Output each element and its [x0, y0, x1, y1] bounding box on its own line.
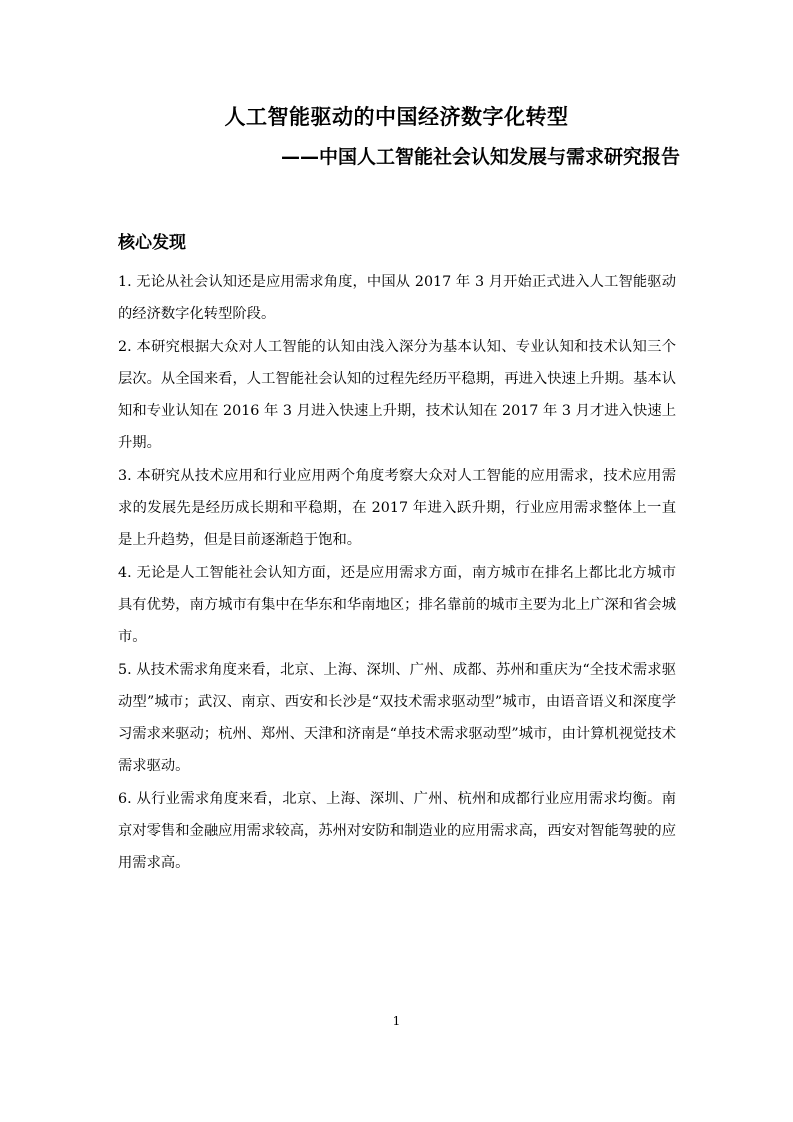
report-subtitle: ——中国人工智能社会认知发展与需求研究报告: [280, 146, 680, 168]
finding-1: 1. 无论从社会认知还是应用需求角度，中国从 2017 年 3 月开始正式进入人工智能驱动的经济数字化转型阶段。: [118, 274, 676, 323]
finding-5: 5. 从技术需求角度来看，北京、上海、深圳、广州、成都、苏州和重庆为“全技术需求驱动型”城市；武汉、南京、西安和长沙是“双技术需求驱动型”城市，由语音语义和深度学习需求来驱动；杭州、郑州、天津和济南是“单技术需求驱动型”城市，由计算机视觉技术需求驱动。: [118, 661, 676, 775]
findings-list: [118, 266, 676, 880]
finding-6: 6. 从行业需求角度来看，北京、上海、深圳、广州、杭州和成都行业应用需求均衡。南京对零售和金融应用需求较高，苏州对安防和制造业的应用需求高，西安对智能驾驶的应用需求高。: [118, 790, 676, 872]
finding-3: 3. 本研究从技术应用和行业应用两个角度考察大众对人工智能的应用需求，技术应用需求的发展先是经历成长期和平稳期，在 2017 年进入跃升期，行业应用需求整体上一直是上升趋势，但是目前逐渐趋于饱和。: [118, 467, 676, 549]
finding-4: 4. 无论是人工智能社会认知方面，还是应用需求方面，南方城市在排名上都比北方城市具有优势，南方城市有集中在华东和华南地区；排名靠前的城市主要为北上广深和省会城市。: [118, 564, 676, 646]
finding-2: 2. 本研究根据大众对人工智能的认知由浅入深分为基本认知、专业认知和技术认知三个层次。从全国来看，人工智能社会认知的过程先经历平稳期，再进入快速上升期。基本认知和专业认知在 2016 年 3 月进入快速上升期，技术认知在 2017 年 3 月才进入快速上升期。: [118, 338, 676, 452]
section-heading-core-findings: 核心发现: [118, 233, 186, 253]
page-number: 1: [392, 1014, 401, 1028]
report-title: 人工智能驱动的中国经济数字化转型: [224, 105, 569, 129]
